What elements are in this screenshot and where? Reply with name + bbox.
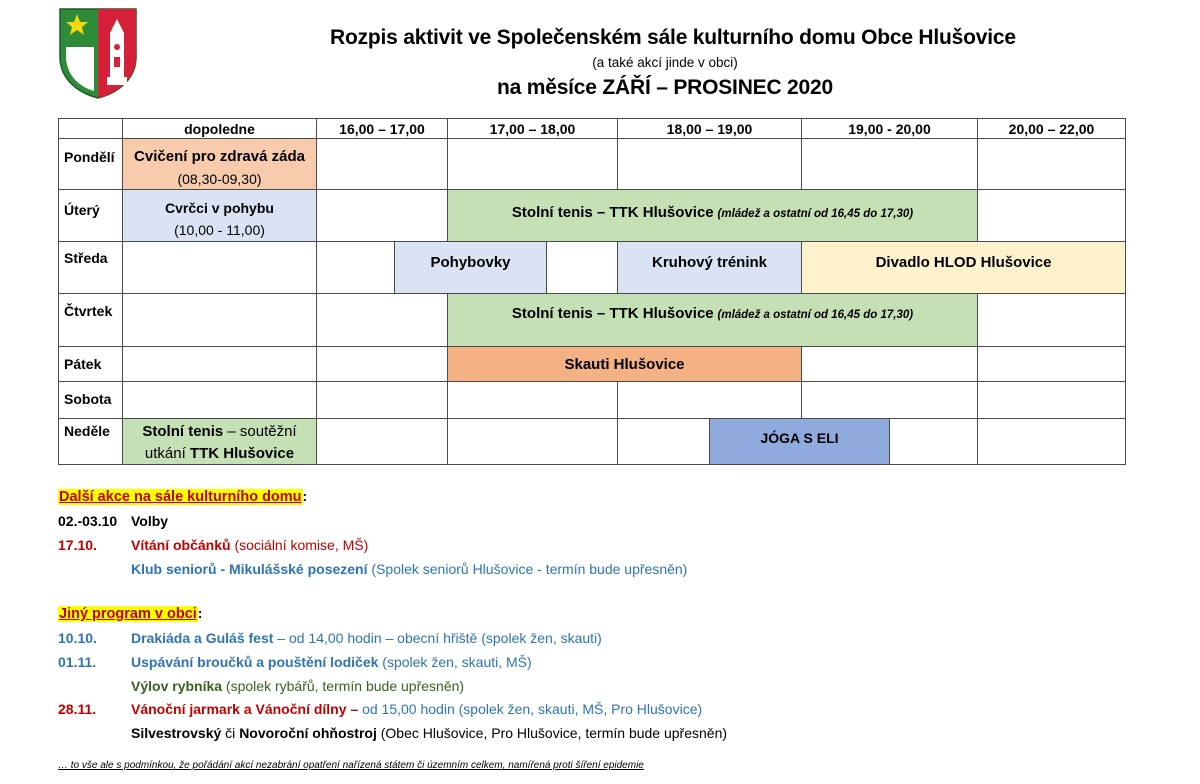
event-note: (Obec Hlušovice, Pro Hlušovice, termín bude upřesněn)	[376, 725, 728, 741]
empty-cell	[617, 418, 710, 465]
activity-cell	[447, 189, 978, 242]
column-header-label: 17,00 – 18,00	[489, 121, 576, 137]
empty-cell	[122, 293, 317, 347]
event-item	[58, 537, 368, 553]
column-header	[447, 118, 618, 139]
empty-cell	[316, 346, 448, 382]
empty-cell	[977, 381, 1126, 419]
village-events-heading: Jiný program v obci:	[59, 605, 203, 622]
activity-title: TTK Hlušovice	[189, 445, 295, 462]
event-note: (sociální komise, MŠ)	[230, 537, 369, 553]
activity-title: Stolní tenis – TTK Hlušovice	[511, 204, 714, 221]
empty-cell	[316, 241, 395, 294]
event-title: Klub seniorů - Mikulášské posezení	[131, 561, 368, 577]
day-label: Úterý	[64, 202, 100, 218]
empty-cell	[617, 138, 802, 190]
day-label: Neděle	[64, 423, 110, 439]
event-item	[131, 561, 687, 577]
empty-cell	[447, 381, 618, 419]
empty-cell	[122, 346, 317, 382]
period-title: na měsíce ZÁŘÍ – PROSINEC 2020	[497, 76, 833, 99]
column-header	[977, 118, 1126, 139]
day-cell	[58, 241, 123, 294]
empty-cell	[977, 189, 1126, 242]
empty-cell	[447, 138, 618, 190]
activity-line	[448, 204, 977, 221]
day-cell	[58, 293, 123, 347]
day-label: Pátek	[64, 356, 102, 372]
event-text: či	[221, 725, 240, 741]
event-item	[58, 654, 532, 670]
column-header-label: 20,00 – 22,00	[1008, 121, 1095, 137]
event-title: Volby	[131, 513, 169, 529]
event-title: Novoroční ohňostroj	[239, 725, 377, 741]
activity-text: – soutěžní	[223, 423, 297, 440]
activity-title: Stolní tenis	[142, 423, 224, 440]
event-date: 28.11.	[58, 701, 97, 717]
activity-line	[123, 423, 316, 440]
activity-cell	[617, 241, 802, 294]
event-note: od 15,00 hodin (spolek žen, skauti, MŠ, Pro Hlušovice)	[358, 701, 703, 717]
empty-cell	[546, 241, 618, 294]
activity-title: Cvrčci v pohybu	[165, 200, 274, 216]
event-item	[131, 678, 464, 694]
event-title: Uspávání broučků a pouštění lodiček	[131, 654, 379, 670]
activity-note: (mládež a ostatní od 16,45 do 17,30)	[717, 208, 914, 220]
schedule-table	[58, 118, 1126, 465]
activity-title: Skauti Hlušovice	[564, 356, 685, 373]
empty-cell	[801, 138, 978, 190]
empty-cell	[977, 418, 1126, 465]
event-title: Vánoční jarmark a Vánoční dílny –	[131, 701, 359, 717]
hall-events-heading: Další akce na sále kulturního domu:	[59, 488, 308, 505]
day-cell	[58, 138, 123, 190]
activity-title: Kruhový trénink	[651, 254, 768, 271]
activity-time: (08,30-09,30)	[177, 171, 262, 187]
activity-title: Divadlo HLOD Hlušovice	[875, 254, 1052, 271]
empty-cell	[316, 189, 448, 242]
footnote: … to vše ale s podmínkou, že pořádání akcí nezabrání opatření nařízená státem či územním celkem, namířená proti šíření epidemie	[58, 760, 644, 771]
event-date: 01.11.	[58, 654, 97, 670]
activity-title: Pohybovky	[430, 254, 511, 271]
column-header-label: 18,00 – 19,00	[666, 121, 753, 137]
day-label: Čtvrtek	[64, 303, 113, 319]
activity-title: Stolní tenis – TTK Hlušovice	[511, 305, 714, 322]
day-cell	[58, 381, 123, 419]
event-title: Silvestrovský	[131, 725, 222, 741]
empty-cell	[801, 381, 978, 419]
event-date: 17.10.	[58, 537, 97, 553]
activity-cell	[447, 293, 978, 347]
event-date: 02.-03.10	[58, 513, 118, 529]
column-header	[316, 118, 448, 139]
activity-line	[448, 305, 977, 322]
empty-cell	[122, 241, 317, 294]
activity-text: utkání	[144, 445, 190, 462]
event-title: Výlov rybníka	[131, 678, 223, 694]
activity-cell	[122, 189, 317, 242]
event-item	[58, 630, 602, 646]
empty-cell	[447, 418, 618, 465]
empty-cell	[316, 418, 448, 465]
column-header	[122, 118, 317, 139]
empty-cell	[316, 293, 448, 347]
event-title: Drakiáda a Guláš fest	[131, 630, 274, 646]
empty-cell	[316, 138, 448, 190]
empty-cell	[977, 293, 1126, 347]
event-note: – od 14,00 hodin – obecní hřiště (spolek žen, skauti)	[273, 630, 602, 646]
activity-time: (10,00 - 11,00)	[174, 222, 265, 238]
activity-cell	[122, 138, 317, 190]
empty-cell	[617, 381, 802, 419]
day-cell	[58, 346, 123, 382]
column-header-label: 19,00 - 20,00	[848, 121, 931, 137]
empty-cell	[801, 346, 978, 382]
activity-cell	[122, 418, 317, 465]
event-title: Vítání občánků	[131, 537, 231, 553]
activity-cell	[709, 418, 890, 465]
column-header-label: 16,00 – 17,00	[339, 121, 425, 137]
event-date: 10.10.	[58, 630, 97, 646]
day-cell	[58, 189, 123, 242]
empty-cell	[977, 138, 1126, 190]
activity-title: JÓGA S ELI	[760, 430, 839, 446]
column-header-label: dopoledne	[184, 121, 255, 137]
event-note: (spolek rybářů, termín bude upřesněn)	[222, 678, 465, 694]
empty-cell	[889, 418, 978, 465]
activity-note: (mládež a ostatní od 16,45 do 17,30)	[717, 309, 914, 321]
day-label: Sobota	[64, 391, 112, 407]
activity-title: Cvičení pro zdravá záda	[134, 148, 305, 165]
event-note: (spolek žen, skauti, MŠ)	[378, 654, 532, 670]
event-item	[58, 513, 168, 529]
day-label: Pondělí	[64, 149, 115, 165]
page-subtitle: (a také akcí jinde v obci)	[592, 55, 738, 70]
column-header	[617, 118, 802, 139]
activity-cell	[801, 241, 1126, 294]
corner-cell	[58, 118, 123, 139]
day-cell	[58, 418, 123, 465]
activity-cell	[447, 346, 802, 382]
event-item	[131, 725, 727, 741]
coat-of-arms-logo	[58, 7, 138, 99]
empty-cell	[977, 346, 1126, 382]
empty-cell	[122, 381, 317, 419]
day-label: Středa	[64, 250, 108, 266]
event-note: (Spolek seniorů Hlušovice - termín bude upřesněn)	[367, 561, 688, 577]
event-item	[58, 701, 702, 717]
activity-line	[123, 445, 316, 462]
column-header	[801, 118, 978, 139]
empty-cell	[316, 381, 448, 419]
page-title: Rozpis aktivit ve Společenském sále kulturního domu Obce Hlušovice	[330, 26, 1016, 49]
activity-cell	[394, 241, 547, 294]
